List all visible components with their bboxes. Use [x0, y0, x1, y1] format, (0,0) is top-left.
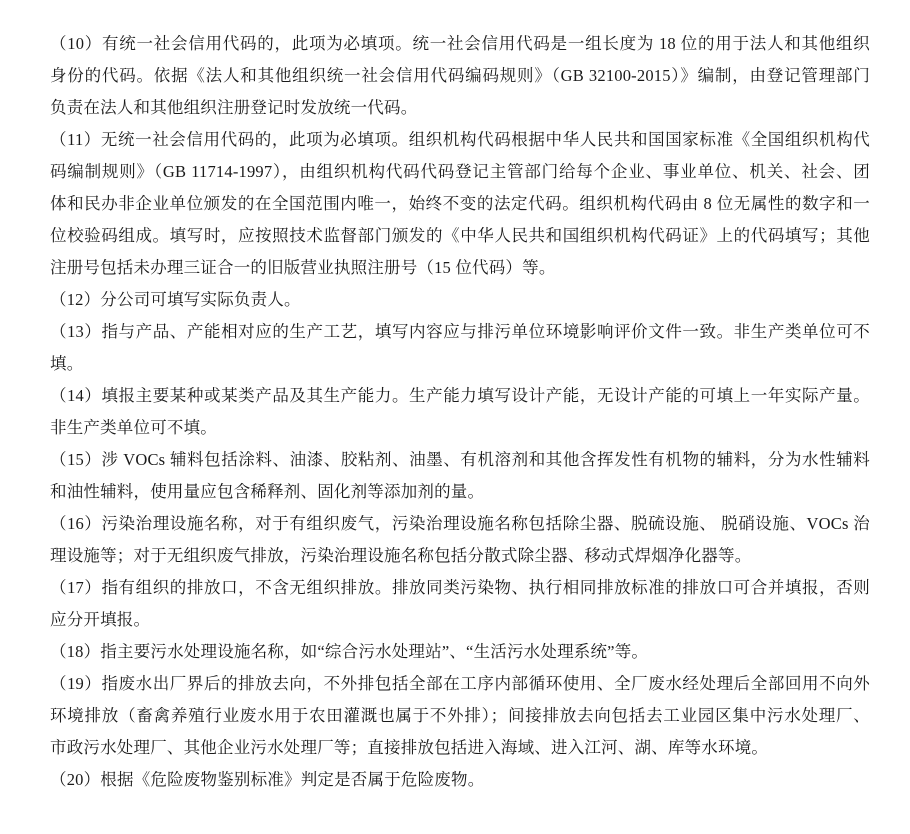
- note-paragraph-12: [50, 284, 870, 316]
- note-line: （16）污染治理设施名称，对于有组织废气，污染治理设施名称包括除尘器、脱硫设施、 脱硝设施、VOCs 治: [50, 514, 870, 533]
- note-paragraph-16: [50, 508, 870, 572]
- note-paragraph-14: [50, 380, 870, 444]
- note-paragraph-13: [50, 316, 870, 380]
- note-line: （19）指废水出厂界后的排放去向，不外排包括全部在工序内部循环使用、全厂废水经处理后全部回用不向外: [50, 674, 870, 693]
- note-line: 填。: [50, 354, 84, 373]
- note-line: 非生产类单位可不填。: [50, 418, 217, 437]
- note-line: 负责在法人和其他组织注册登记时发放统一代码。: [50, 98, 418, 117]
- note-paragraph-19: [50, 668, 870, 764]
- note-line: （13）指与产品、产能相对应的生产工艺，填写内容应与排污单位环境影响评价文件一致。非生产类单位可不: [50, 322, 870, 341]
- note-line: 身份的代码。依据《法人和其他组织统一社会信用代码编码规则》（GB 32100-2015）》编制，由登记管理部门: [50, 66, 870, 85]
- notes-list: [50, 28, 870, 796]
- note-paragraph-15: [50, 444, 870, 508]
- note-line: （10）有统一社会信用代码的，此项为必填项。统一社会信用代码是一组长度为 18 位的用于法人和其他组织: [50, 34, 870, 53]
- note-paragraph-17: [50, 572, 870, 636]
- note-line: 位校验码组成。填写时，应按照技术监督部门颁发的《中华人民共和国组织机构代码证》上的代码填写；其他: [50, 226, 870, 245]
- note-line: 环境排放（畜禽养殖行业废水用于农田灌溉也属于不外排）；间接排放去向包括去工业园区集中污水处理厂、: [50, 706, 870, 725]
- note-line: （15）涉 VOCs 辅料包括涂料、油漆、胶粘剂、油墨、有机溶剂和其他含挥发性有机物的辅料，分为水性辅料: [50, 450, 870, 469]
- note-paragraph-10: [50, 28, 870, 124]
- note-line: （12）分公司可填写实际负责人。: [50, 290, 301, 309]
- note-line: 市政污水处理厂、其他企业污水处理厂等；直接排放包括进入海域、进入江河、湖、库等水环境。: [50, 738, 769, 757]
- note-line: 注册号包括未办理三证合一的旧版营业执照注册号（15 位代码）等。: [50, 258, 556, 277]
- note-line: 体和民办非企业单位颁发的在全国范围内唯一，始终不变的法定代码。组织机构代码由 8 位无属性的数字和一: [50, 194, 870, 213]
- note-line: （14）填报主要某种或某类产品及其生产能力。生产能力填写设计产能，无设计产能的可填上一年实际产量。: [50, 386, 870, 405]
- note-line: 码编制规则》（GB 11714-1997），由组织机构代码代码登记主管部门给每个企业、事业单位、机关、社会、团: [50, 162, 870, 181]
- note-line: 应分开填报。: [50, 610, 151, 629]
- note-line: 理设施等；对于无组织废气排放，污染治理设施名称包括分散式除尘器、移动式焊烟净化器等。: [50, 546, 752, 565]
- note-line: （11）无统一社会信用代码的，此项为必填项。组织机构代码根据中华人民共和国国家标准《全国组织机构代: [50, 130, 871, 149]
- note-line: 和油性辅料，使用量应包含稀释剂、固化剂等添加剂的量。: [50, 482, 485, 501]
- note-line: （17）指有组织的排放口，不含无组织排放。排放同类污染物、执行相同排放标准的排放口可合并填报，否则: [50, 578, 870, 597]
- note-paragraph-20: [50, 764, 870, 796]
- note-paragraph-11: [50, 124, 870, 284]
- note-paragraph-18: [50, 636, 870, 668]
- note-line: （20）根据《危险废物鉴别标准》判定是否属于危险废物。: [50, 770, 485, 789]
- note-line: （18）指主要污水处理设施名称，如“综合污水处理站”、“生活污水处理系统”等。: [50, 642, 649, 661]
